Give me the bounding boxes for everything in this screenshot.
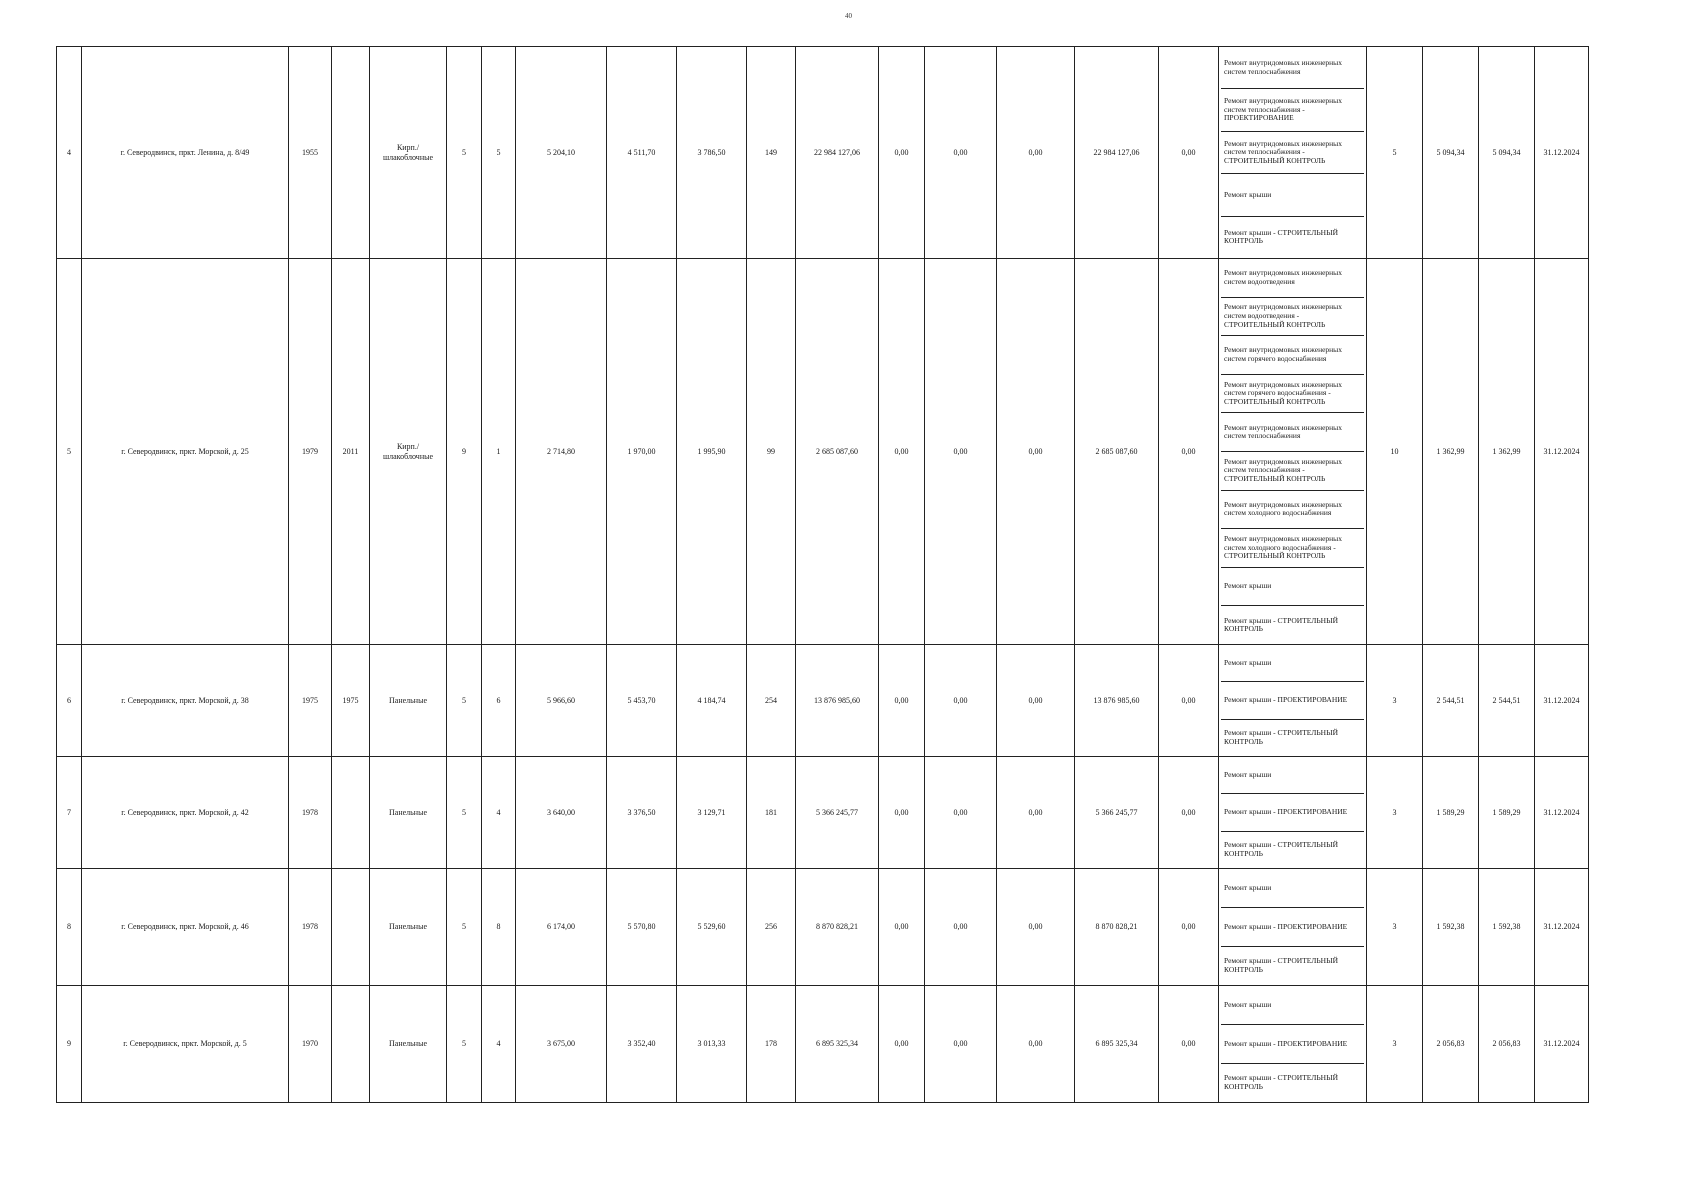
total-area-cell: 6 174,00: [516, 869, 607, 986]
work-item: Ремонт крыши: [1221, 645, 1364, 682]
works-cell: [1219, 645, 1367, 757]
funding-cell: 0,00: [879, 645, 925, 757]
entrances-cell: 5: [482, 47, 516, 259]
work-count-cell: 3: [1367, 869, 1423, 986]
deadline-cell: 31.12.2024: [1535, 645, 1589, 757]
wall-material-cell: Панельные: [370, 869, 447, 986]
floors-cell: 9: [447, 259, 482, 645]
residents-cell: 181: [747, 757, 796, 869]
works-list: [1221, 259, 1364, 644]
year-built-cell: 1979: [289, 259, 332, 645]
unit-cost-max-cell: 5 094,34: [1479, 47, 1535, 259]
works-cell: [1219, 869, 1367, 986]
floors-cell: 5: [447, 869, 482, 986]
unit-cost-max-cell: 1 362,99: [1479, 259, 1535, 645]
work-item: Ремонт внутридомовых инженерных систем теплоснабжения - СТРОИТЕЛЬНЫЙ КОНТРОЛЬ: [1221, 132, 1364, 174]
wall-material-cell: Панельные: [370, 986, 447, 1103]
work-item: Ремонт крыши: [1221, 757, 1364, 794]
unit-cost-cell: 2 544,51: [1423, 645, 1479, 757]
funding-cell: 0,00: [879, 259, 925, 645]
entrances-cell: 4: [482, 986, 516, 1103]
works-cell: [1219, 47, 1367, 259]
residents-cell: 99: [747, 259, 796, 645]
funding-cell: 0,00: [997, 757, 1075, 869]
living-area-cell: 3 352,40: [607, 986, 677, 1103]
work-item: Ремонт крыши - СТРОИТЕЛЬНЫЙ КОНТРОЛЬ: [1221, 1064, 1364, 1102]
unit-cost-cell: 1 589,29: [1423, 757, 1479, 869]
funding-cell: 0,00: [879, 986, 925, 1103]
year-built-cell: 1975: [289, 645, 332, 757]
work-item: Ремонт крыши - ПРОЕКТИРОВАНИЕ: [1221, 908, 1364, 947]
work-item: Ремонт крыши - СТРОИТЕЛЬНЫЙ КОНТРОЛЬ: [1221, 832, 1364, 868]
total-area-cell: 3 640,00: [516, 757, 607, 869]
total-cost-cell: 6 895 325,34: [796, 986, 879, 1103]
living-area-cell: 5 570,80: [607, 869, 677, 986]
work-item: Ремонт внутридомовых инженерных систем горячего водоснабжения - СТРОИТЕЛЬНЫЙ КОНТРОЛЬ: [1221, 375, 1364, 414]
work-item: Ремонт внутридомовых инженерных систем теплоснабжения: [1221, 413, 1364, 452]
deadline-cell: 31.12.2024: [1535, 47, 1589, 259]
entrances-cell: 4: [482, 757, 516, 869]
owner-funds-cell: 6 895 325,34: [1075, 986, 1159, 1103]
funding-cell: 0,00: [925, 47, 997, 259]
page-number: 40: [845, 12, 852, 20]
year-built-cell: 1978: [289, 869, 332, 986]
wall-material-cell: Кирп./ шлакоблочные: [370, 259, 447, 645]
table-row: [57, 645, 1589, 757]
work-count-cell: 3: [1367, 645, 1423, 757]
table-row: [57, 757, 1589, 869]
funding-cell: 0,00: [879, 869, 925, 986]
owner-funds-cell: 5 366 245,77: [1075, 757, 1159, 869]
total-cost-cell: 22 984 127,06: [796, 47, 879, 259]
residents-cell: 178: [747, 986, 796, 1103]
living-area-cell: 1 970,00: [607, 259, 677, 645]
living-area-cell: 4 511,70: [607, 47, 677, 259]
funding-cell: 0,00: [925, 645, 997, 757]
total-cost-cell: 13 876 985,60: [796, 645, 879, 757]
table-row: [57, 259, 1589, 645]
works-cell: [1219, 757, 1367, 869]
year-reconstruction-cell: [332, 986, 370, 1103]
residential-area-cell: 5 529,60: [677, 869, 747, 986]
owner-funds-cell: 2 685 087,60: [1075, 259, 1159, 645]
wall-material-cell: Кирп./ шлакоблочные: [370, 47, 447, 259]
funding-cell: 0,00: [997, 986, 1075, 1103]
work-item: Ремонт крыши - СТРОИТЕЛЬНЫЙ КОНТРОЛЬ: [1221, 720, 1364, 756]
floors-cell: 5: [447, 986, 482, 1103]
work-item: Ремонт внутридомовых инженерных систем водоотведения: [1221, 259, 1364, 298]
works-list: [1221, 645, 1364, 756]
work-item: Ремонт внутридомовых инженерных систем водоотведения - СТРОИТЕЛЬНЫЙ КОНТРОЛЬ: [1221, 298, 1364, 337]
row-number-cell: 6: [57, 645, 82, 757]
address-cell: г. Северодвинск, пркт. Ленина, д. 8/49: [82, 47, 289, 259]
living-area-cell: 5 453,70: [607, 645, 677, 757]
total-cost-cell: 2 685 087,60: [796, 259, 879, 645]
works-list: [1221, 986, 1364, 1102]
residents-cell: 254: [747, 645, 796, 757]
owner-funds-cell: 22 984 127,06: [1075, 47, 1159, 259]
work-item: Ремонт крыши: [1221, 568, 1364, 607]
address-cell: г. Северодвинск, пркт. Морской, д. 42: [82, 757, 289, 869]
work-item: Ремонт крыши - ПРОЕКТИРОВАНИЕ: [1221, 682, 1364, 719]
funding-cell: 0,00: [879, 47, 925, 259]
year-built-cell: 1955: [289, 47, 332, 259]
table-body: [57, 47, 1589, 1103]
work-item: Ремонт внутридомовых инженерных систем холодного водоснабжения - СТРОИТЕЛЬНЫЙ КОНТРОЛЬ: [1221, 529, 1364, 568]
owner-funds-cell: 8 870 828,21: [1075, 869, 1159, 986]
total-cost-cell: 5 366 245,77: [796, 757, 879, 869]
funding-cell: 0,00: [997, 869, 1075, 986]
work-item: Ремонт внутридомовых инженерных систем горячего водоснабжения: [1221, 336, 1364, 375]
year-reconstruction-cell: 2011: [332, 259, 370, 645]
address-cell: г. Северодвинск, пркт. Морской, д. 46: [82, 869, 289, 986]
works-list: [1221, 757, 1364, 868]
total-area-cell: 2 714,80: [516, 259, 607, 645]
unit-cost-cell: 1 362,99: [1423, 259, 1479, 645]
work-item: Ремонт внутридомовых инженерных систем теплоснабжения: [1221, 47, 1364, 89]
work-count-cell: 5: [1367, 47, 1423, 259]
funding-cell: 0,00: [925, 757, 997, 869]
work-item: Ремонт крыши - ПРОЕКТИРОВАНИЕ: [1221, 794, 1364, 831]
funding-cell: 0,00: [1159, 645, 1219, 757]
floors-cell: 5: [447, 757, 482, 869]
work-item: Ремонт крыши - СТРОИТЕЛЬНЫЙ КОНТРОЛЬ: [1221, 947, 1364, 985]
row-number-cell: 5: [57, 259, 82, 645]
total-area-cell: 5 966,60: [516, 645, 607, 757]
year-reconstruction-cell: [332, 869, 370, 986]
works-list: [1221, 869, 1364, 985]
entrances-cell: 6: [482, 645, 516, 757]
unit-cost-max-cell: 1 592,38: [1479, 869, 1535, 986]
work-item: Ремонт крыши - ПРОЕКТИРОВАНИЕ: [1221, 1025, 1364, 1064]
unit-cost-cell: 5 094,34: [1423, 47, 1479, 259]
year-reconstruction-cell: [332, 757, 370, 869]
funding-cell: 0,00: [1159, 986, 1219, 1103]
table-row: [57, 869, 1589, 986]
total-cost-cell: 8 870 828,21: [796, 869, 879, 986]
work-item: Ремонт крыши - СТРОИТЕЛЬНЫЙ КОНТРОЛЬ: [1221, 217, 1364, 258]
residential-area-cell: 3 786,50: [677, 47, 747, 259]
year-reconstruction-cell: [332, 47, 370, 259]
works-cell: [1219, 986, 1367, 1103]
work-item: Ремонт крыши: [1221, 174, 1364, 216]
funding-cell: 0,00: [1159, 47, 1219, 259]
funding-cell: 0,00: [1159, 259, 1219, 645]
floors-cell: 5: [447, 47, 482, 259]
address-cell: г. Северодвинск, пркт. Морской, д. 5: [82, 986, 289, 1103]
table-row: [57, 47, 1589, 259]
work-item: Ремонт внутридомовых инженерных систем теплоснабжения - СТРОИТЕЛЬНЫЙ КОНТРОЛЬ: [1221, 452, 1364, 491]
work-count-cell: 10: [1367, 259, 1423, 645]
address-cell: г. Северодвинск, пркт. Морской, д. 38: [82, 645, 289, 757]
funding-cell: 0,00: [1159, 757, 1219, 869]
living-area-cell: 3 376,50: [607, 757, 677, 869]
residential-area-cell: 1 995,90: [677, 259, 747, 645]
funding-cell: 0,00: [997, 47, 1075, 259]
deadline-cell: 31.12.2024: [1535, 259, 1589, 645]
deadline-cell: 31.12.2024: [1535, 757, 1589, 869]
unit-cost-max-cell: 1 589,29: [1479, 757, 1535, 869]
wall-material-cell: Панельные: [370, 645, 447, 757]
total-area-cell: 5 204,10: [516, 47, 607, 259]
unit-cost-cell: 1 592,38: [1423, 869, 1479, 986]
floors-cell: 5: [447, 645, 482, 757]
works-cell: [1219, 259, 1367, 645]
repair-program-table: [56, 46, 1589, 1103]
residential-area-cell: 4 184,74: [677, 645, 747, 757]
funding-cell: 0,00: [925, 986, 997, 1103]
entrances-cell: 8: [482, 869, 516, 986]
unit-cost-max-cell: 2 056,83: [1479, 986, 1535, 1103]
residential-area-cell: 3 129,71: [677, 757, 747, 869]
work-item: Ремонт крыши: [1221, 869, 1364, 908]
address-cell: г. Северодвинск, пркт. Морской, д. 25: [82, 259, 289, 645]
year-built-cell: 1978: [289, 757, 332, 869]
funding-cell: 0,00: [1159, 869, 1219, 986]
funding-cell: 0,00: [925, 869, 997, 986]
table-row: [57, 986, 1589, 1103]
unit-cost-max-cell: 2 544,51: [1479, 645, 1535, 757]
row-number-cell: 7: [57, 757, 82, 869]
row-number-cell: 9: [57, 986, 82, 1103]
wall-material-cell: Панельные: [370, 757, 447, 869]
work-item: Ремонт крыши - СТРОИТЕЛЬНЫЙ КОНТРОЛЬ: [1221, 606, 1364, 644]
owner-funds-cell: 13 876 985,60: [1075, 645, 1159, 757]
work-item: Ремонт внутридомовых инженерных систем холодного водоснабжения: [1221, 491, 1364, 530]
work-count-cell: 3: [1367, 757, 1423, 869]
funding-cell: 0,00: [925, 259, 997, 645]
deadline-cell: 31.12.2024: [1535, 869, 1589, 986]
work-count-cell: 3: [1367, 986, 1423, 1103]
residents-cell: 149: [747, 47, 796, 259]
row-number-cell: 8: [57, 869, 82, 986]
residents-cell: 256: [747, 869, 796, 986]
total-area-cell: 3 675,00: [516, 986, 607, 1103]
unit-cost-cell: 2 056,83: [1423, 986, 1479, 1103]
residential-area-cell: 3 013,33: [677, 986, 747, 1103]
row-number-cell: 4: [57, 47, 82, 259]
year-built-cell: 1970: [289, 986, 332, 1103]
funding-cell: 0,00: [997, 259, 1075, 645]
works-list: [1221, 47, 1364, 258]
work-item: Ремонт внутридомовых инженерных систем теплоснабжения - ПРОЕКТИРОВАНИЕ: [1221, 89, 1364, 131]
year-reconstruction-cell: 1975: [332, 645, 370, 757]
deadline-cell: 31.12.2024: [1535, 986, 1589, 1103]
funding-cell: 0,00: [879, 757, 925, 869]
entrances-cell: 1: [482, 259, 516, 645]
funding-cell: 0,00: [997, 645, 1075, 757]
work-item: Ремонт крыши: [1221, 986, 1364, 1025]
